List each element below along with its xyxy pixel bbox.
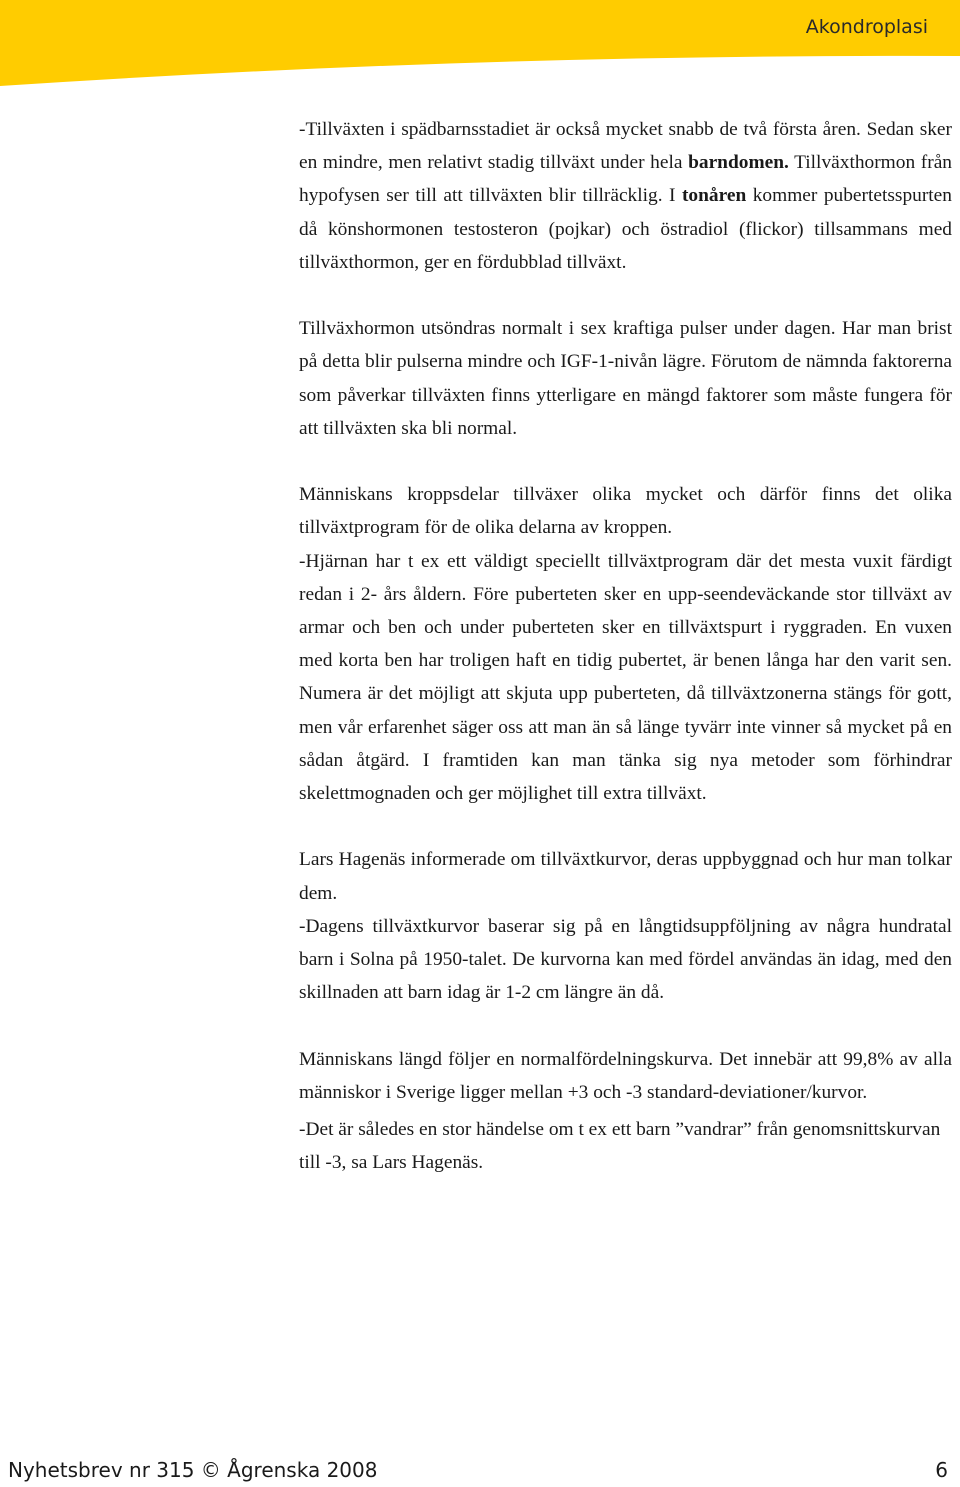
paragraph-quote: -Det är således en stor händelse om t ex ett barn ”vandrar” från genomsnittskurvan till -3, sa Lars Hagenäs. <box>299 1119 941 1174</box>
article-body <box>299 113 952 1179</box>
paragraph-normal-distribution: Människans längd följer en normalfördelningskurva. Det innebär att 99,8% av alla människor i Sverige ligger mellan +3 och -3 standard-deviationer/kurvor. <box>299 1048 952 1103</box>
footer-publication: Nyhetsbrev nr 315 © Ågrenska 2008 <box>8 1458 378 1482</box>
paragraph-growth-curves: -Dagens tillväxtkurvor baserar sig på en långtidsuppföljning av några hundratal barn i Solna på 1950-talet. De kurvorna kan med fördel användas än idag, med den skillnaden att barn idag är 1-2 cm längre än då. <box>299 915 952 1004</box>
paragraph-growth-hormone: Tillväxhormon utsöndras normalt i sex kraftiga pulser under dagen. Har man brist på detta blir pulserna mindre och IGF-1-nivån lägre. Förutom de nämnda faktorerna som påverkar tillväxten finns ytterligare en mängd faktorer som måste fungera för att tillväxten ska bli normal. <box>299 318 952 439</box>
paragraph-growth-phases: -Tillväxten i spädbarnsstadiet är också mycket snabb de två första åren. Sedan sker en mindre, men relativt stadig tillväxt under hela barndomen. Tillväxthormon från hypofysen ser till att tillväxten blir tillräcklig. I tonåren kommer pubertetsspurten då könshormonen testosteron (pojkar) och östradiol (flickor) tillsammans med tillväxthormon, ger en fördubblad tillväxt. <box>299 119 952 273</box>
paragraph-brain-growth: -Hjärnan har t ex ett väldigt speciellt tillväxtprogram där det mesta vuxit färdigt redan i 2- års åldern. Före puberteten sker en upp-seendeväckande stor tillväxt av armar och ben och under puberteten sker en tillväxtspurt i ryggraden. En vuxen med korta ben har troligen haft en tidig pubertet, är benen långa har den varit sen. Numera är det möjligt att skjuta upp puberteten, då tillväxtzonerna stängs för gott, men vår erfarenhet säger oss att man än så länge tyvärr inte vinner så mycket på en sådan åtgärd. I framtiden kan man tänka sig nya metoder som förhindrar skelettmognaden och ger möjlighet till extra tillväxt. <box>299 550 952 805</box>
paragraph-body-parts: Människans kroppsdelar tillväxer olika mycket och därför finns det olika tillväxtprogram för de olika delarna av kroppen. <box>299 484 952 539</box>
header-title: Akondroplasi <box>805 16 928 38</box>
page-number: 6 <box>935 1458 948 1482</box>
header-band <box>0 0 960 90</box>
paragraph-growth-curves-intro: Lars Hagenäs informerade om tillväxtkurvor, deras uppbyggnad och hur man tolkar dem. <box>299 849 952 904</box>
